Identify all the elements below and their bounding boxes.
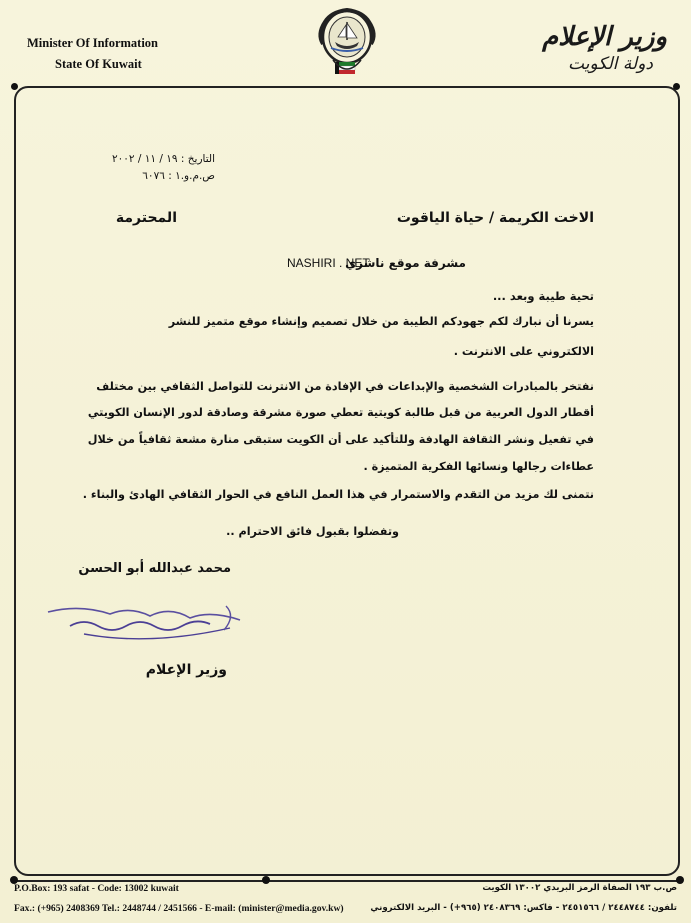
body-line: نفتخر بالمبادرات الشخصية والإبداعات في الإفادة من الانترنت للتواصل الثقافي بين مختلف — [96, 380, 594, 393]
letterhead-ar-state: دولة الكويت — [568, 54, 653, 74]
body-line: في تفعيل ونشر الثقافة الهادفة وللتأكيد على أن الكويت ستبقى منارة مشعة ثقافياً من خلال — [87, 433, 594, 446]
page-frame — [14, 86, 680, 876]
footer-contact-en: Fax.: (+965) 2408369 Tel.: 2448744 / 2451566 - E-mail: (minister@media.gov.kw) — [14, 903, 344, 914]
addressee: الاخت الكريمة / حياة الياقوت — [396, 210, 594, 226]
footer-address-ar: ص.ب ١٩٣ الصفاة الرمز البريدي ١٣٠٠٢ الكويت — [482, 883, 677, 893]
body-line: يسرنا أن نبارك لكم جهودكم الطيبة من خلال تصميم وإنشاء موقع متميز للنشر — [168, 315, 594, 328]
footer-dot — [262, 876, 270, 884]
frame-corner — [673, 83, 680, 90]
footer-contact-ar: تلفون: ٢٤٤٨٧٤٤ / ٢٤٥١٥٦٦ - فاكس: ٢٤٠٨٣٦٩ (٩٦٥+) - البريد الالكتروني — [370, 903, 677, 913]
handwritten-signature — [40, 600, 250, 650]
signer-name: محمد عبدالله أبو الحسن — [78, 561, 231, 576]
body-line: أقطار الدول العربية من قبل طالبة كويتية تعطي صورة مشرقة وصادقة لدور الإنسان الكويتي — [87, 406, 594, 419]
site-name: NASHIRI . NET — [287, 256, 370, 270]
letterhead-en-state: State Of Kuwait — [55, 57, 142, 71]
kuwait-emblem-icon — [313, 4, 381, 84]
body-line: نتمنى لك مزيد من التقدم والاستمرار في هذا العمل النافع في الحوار الثقافي الهادئ والبناء . — [82, 488, 594, 501]
closing-line: وتفضلوا بقبول فائق الاحترام .. — [226, 525, 399, 538]
frame-corner — [11, 83, 18, 90]
honorific: المحترمة — [115, 210, 177, 226]
letterhead-ar-title: وزير الإعلام — [542, 22, 667, 52]
footer-address-en: P.O.Box: 193 safat - Code: 13002 kuwait — [14, 883, 179, 894]
letter-date: التاريخ : ١٩ / ١١ / ٢٠٠٢ — [111, 153, 215, 165]
body-line: عطاءات رجالها ونسائها الفكرية المتميزة . — [363, 460, 594, 473]
footer-dot — [676, 876, 684, 884]
letterhead-en-title: Minister Of Information — [27, 36, 159, 50]
footer-divider — [14, 880, 680, 882]
greeting: تحية طيبة وبعد ... — [492, 289, 594, 303]
letter-reference: ص.م.و.١ : ٦٠٧٦ — [142, 170, 215, 182]
body-line: الالكتروني على الانترنت . — [453, 345, 594, 358]
signer-title: وزير الإعلام — [145, 662, 227, 678]
site-supervisor-label: مشرفة موقع ناشري — [345, 256, 466, 270]
